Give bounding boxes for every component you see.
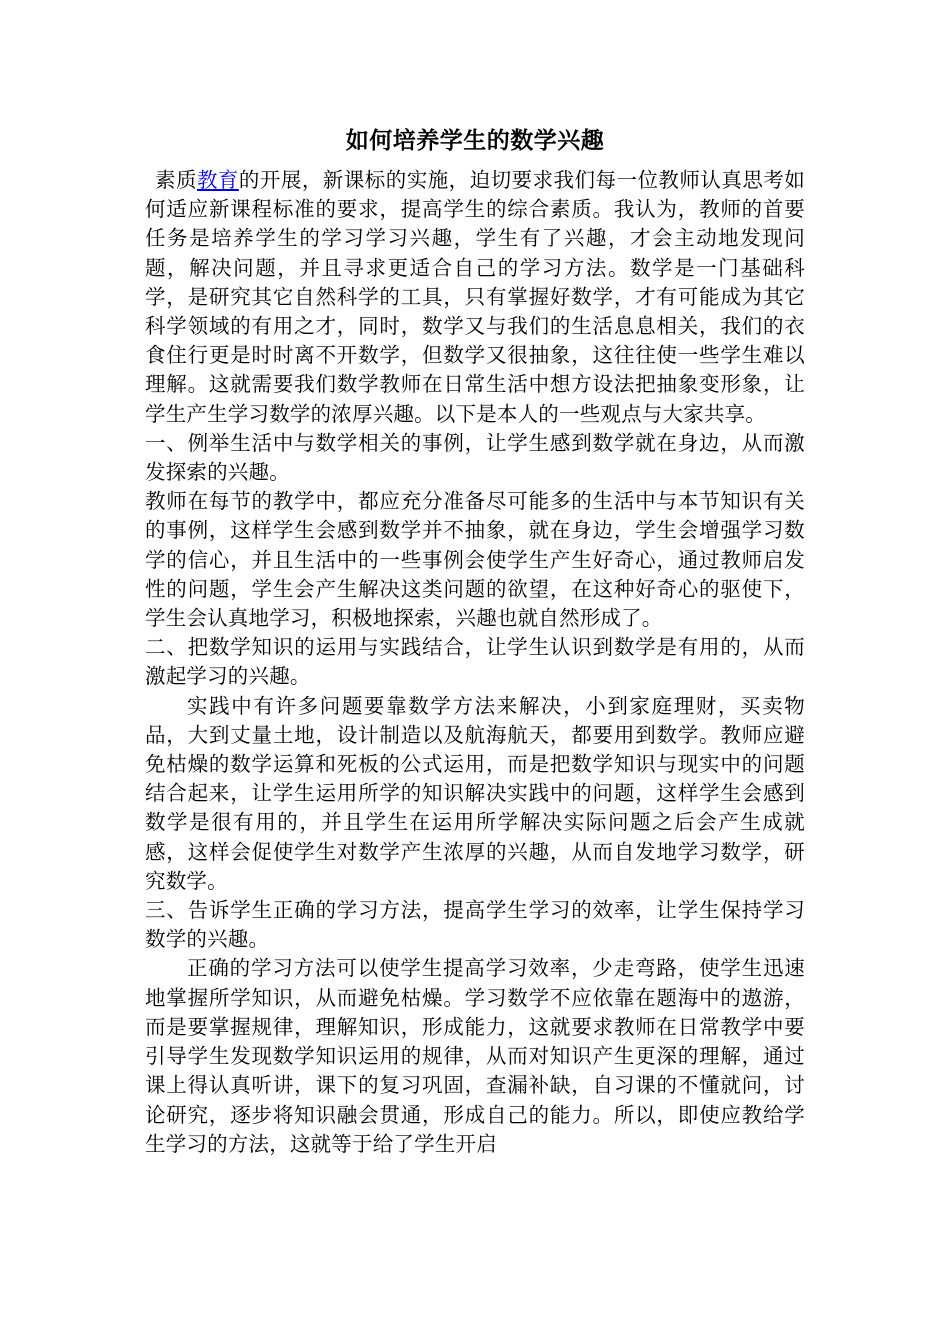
document-page	[145, 110, 805, 1159]
intro-paragraph	[145, 166, 805, 429]
intro-text-after-link: 的开展，新课标的实施，迫切要求我们每一位教师认真思考如何适应新课程标准的要求，提高学生的综合素质。我认为，教师的首要任务是培养学生的学习学习兴趣，学生有了兴趣，才会主动地发现问题，解决问题，并且寻求更适合自己的学习方法。数学是一门基础科学，是研究其它自然科学的工具，只有掌握好数学，才有可能成为其它科学领域的有用之才，同时，数学又与我们的生活息息相关，我们的衣食住行更是时时离不开数学，但数学又很抽象，这往往使一些学生难以理解。这就需要我们数学教师在日常生活中想方设法把抽象变形象，让学生产生学习数学的浓厚兴趣。以下是本人的一些观点与大家共享。	[145, 168, 805, 426]
section-3-body: 正确的学习方法可以使学生提高学习效率，少走弯路，使学生迅速地掌握所学知识，从而避免枯燥。学习数学不应依靠在题海中的遨游，而是要掌握规律，理解知识，形成能力，这就要求教师在日常教学中要引导学生发现数学知识运用的规律，从而对知识产生更深的理解，通过课上得认真听讲，课下的复习巩固，查漏补缺，自习课的不懂就问，讨论研究，逐步将知识融会贯通，形成自己的能力。所以，即使应教给学生学习的方法，这就等于给了学生开启	[145, 956, 805, 1156]
document-title: 如何培养学生的数学兴趣	[345, 127, 605, 154]
section-1-heading: 一、例举生活中与数学相关的事例，让学生感到数学就在身边，从而激发探索的兴趣。	[145, 430, 805, 485]
section-2-heading: 二、把数学知识的运用与实践结合，让学生认识到数学是有用的，从而激起学习的兴趣。	[145, 635, 805, 689]
section-3-heading: 三、告诉学生正确的学习方法，提高学生学习的效率，让学生保持学习数学的兴趣。	[145, 898, 805, 952]
intro-text-before-link: 素质	[155, 168, 197, 192]
education-link[interactable]: 教育	[196, 168, 239, 192]
section-2-body: 实践中有许多问题要靠数学方法来解决，小到家庭理财，买卖物品，大到丈量土地，设计制造以及航海航天，都要用到数学。教师应避免枯燥的数学运算和死板的公式运用，而是把数学知识与现实中的问题结合起来，让学生运用所学的知识解决实践中的问题，这样学生会感到数学是很有用的，并且学生在运用所学解决实际问题之后会产生成就感，这样会促使学生对数学产生浓厚的兴趣，从而自发地学习数学，研究数学。	[145, 693, 805, 893]
section-1-body: 教师在每节的教学中，都应充分准备尽可能多的生活中与本节知识有关的事例，这样学生会感到数学并不抽象，就在身边，学生会增强学习数学的信心，并且生活中的一些事例会使学生产生好奇心，通过教师启发性的问题，学生会产生解决这类问题的欲望，在这种好奇心的驱使下，学生会认真地学习，积极地探索，兴趣也就自然形成了。	[145, 489, 805, 631]
